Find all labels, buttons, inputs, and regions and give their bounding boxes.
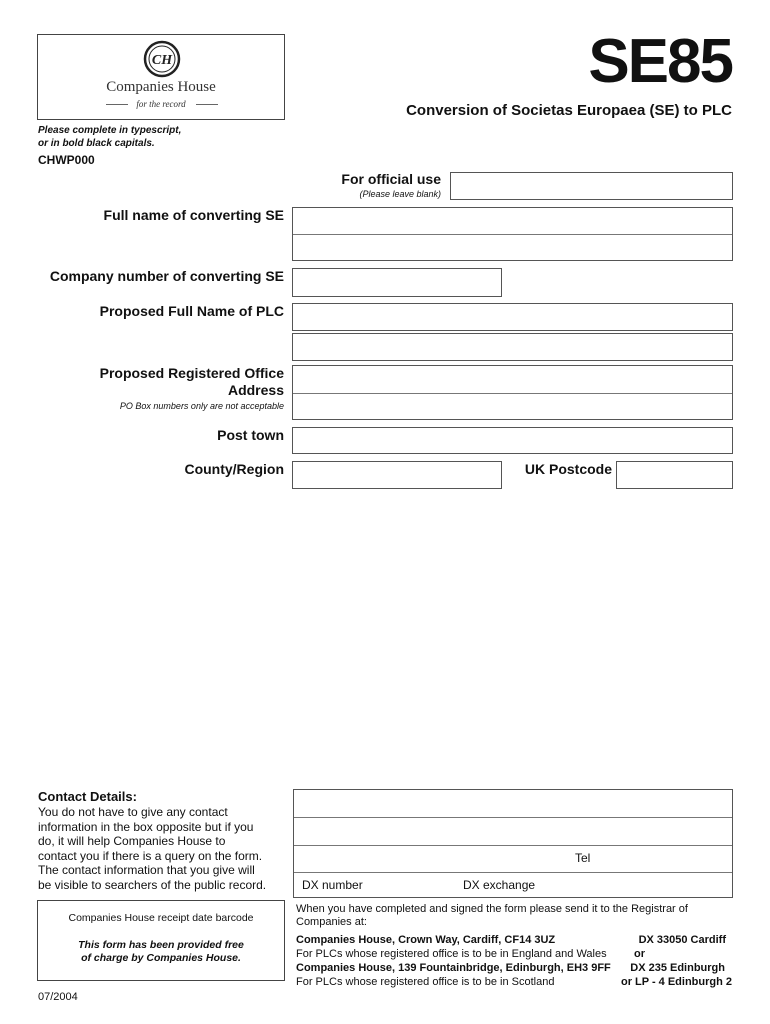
- form-reference: CHWP000: [38, 153, 95, 167]
- cardiff-dx: DX 33050 Cardiff: [638, 934, 726, 946]
- field-divider: [293, 393, 732, 394]
- office-address-field[interactable]: [292, 365, 733, 420]
- instructions-line-2: or in bold black capitals.: [38, 138, 155, 149]
- barcode-label: Companies House receipt date barcode: [68, 912, 254, 924]
- dx-exchange-label: DX exchange: [463, 878, 536, 892]
- contact-line: be visible to searchers of the public record.: [38, 877, 267, 892]
- office-address-label-2: Address: [227, 382, 284, 398]
- dx-number-label: DX number: [302, 878, 363, 892]
- company-number-label: Company number of converting SE: [49, 268, 284, 284]
- post-town-label: Post town: [217, 427, 284, 443]
- field-divider: [293, 234, 732, 235]
- county-field[interactable]: [292, 461, 502, 489]
- or-label: or: [634, 948, 645, 960]
- plc-name-field-2[interactable]: [292, 333, 733, 361]
- scotland-note: For PLCs whose registered office is to be in Scotland: [296, 976, 555, 988]
- full-name-se-label: Full name of converting SE: [103, 207, 284, 223]
- postcode-field[interactable]: [616, 461, 733, 489]
- instructions-line-1: Please complete in typescript,: [38, 125, 182, 136]
- cardiff-row: [296, 934, 732, 946]
- england-row: [296, 948, 732, 960]
- company-number-field[interactable]: [292, 268, 502, 297]
- field-divider: [294, 845, 732, 846]
- contact-line: information in the box opposite but if you: [38, 819, 254, 834]
- official-use-note: (Please leave blank): [359, 189, 441, 199]
- contact-line: You do not have to give any contact: [38, 805, 228, 819]
- full-name-se-field[interactable]: [292, 207, 733, 261]
- scotland-row: [296, 976, 732, 988]
- send-intro-2: Companies at:: [296, 916, 367, 928]
- contact-line: The contact information that you give will: [38, 863, 255, 878]
- contact-title: Contact Details:: [38, 789, 137, 804]
- edinburgh-address: Companies House, 139 Fountainbridge, Edinburgh, EH3 9FF: [296, 962, 611, 974]
- contact-description: [38, 805, 288, 893]
- send-intro-1: When you have completed and signed the form please send it to the Registrar of: [296, 903, 688, 915]
- form-instructions: [38, 124, 181, 150]
- edinburgh-lp: or LP - 4 Edinburgh 2: [620, 976, 732, 988]
- office-address-label-1: Proposed Registered Office: [99, 365, 284, 381]
- contact-line: contact you if there is a query on the form.: [38, 848, 263, 863]
- official-use-label: For official use: [341, 171, 441, 187]
- logo-rule-right: [196, 104, 218, 105]
- monogram-text: CH: [151, 53, 173, 68]
- ch-monogram-icon: [143, 40, 181, 78]
- edinburgh-row: [296, 962, 732, 974]
- logo-tagline: for the record: [136, 99, 186, 109]
- logo-name: Companies House: [106, 79, 216, 95]
- send-instructions: [296, 903, 736, 929]
- plc-name-label: Proposed Full Name of PLC: [99, 303, 284, 319]
- post-town-field[interactable]: [292, 427, 733, 454]
- companies-house-logo: [37, 34, 285, 120]
- england-note: For PLCs whose registered office is to be in England and Wales: [296, 948, 607, 960]
- postcode-label: UK Postcode: [524, 461, 612, 477]
- tel-label: Tel: [575, 851, 591, 865]
- free-form-note-1: This form has been provided free: [78, 939, 244, 951]
- contact-details-box[interactable]: [293, 789, 733, 898]
- county-label: County/Region: [184, 461, 284, 477]
- form-code: SE85: [588, 27, 732, 96]
- office-address-note: PO Box numbers only are not acceptable: [119, 401, 284, 411]
- free-form-note-2: of charge by Companies House.: [81, 952, 241, 964]
- cardiff-address: Companies House, Crown Way, Cardiff, CF14 3UZ: [296, 934, 556, 946]
- field-divider: [294, 872, 732, 873]
- plc-name-field-1[interactable]: [292, 303, 733, 331]
- official-use-box: [450, 172, 733, 200]
- contact-line: do, it will help Companies House to: [38, 834, 226, 849]
- form-date: 07/2004: [38, 991, 78, 1003]
- edinburgh-dx: DX 235 Edinburgh: [630, 962, 725, 974]
- field-divider: [294, 817, 732, 818]
- form-title: Conversion of Societas Europaea (SE) to PLC: [406, 102, 732, 119]
- receipt-barcode-box: [37, 900, 285, 981]
